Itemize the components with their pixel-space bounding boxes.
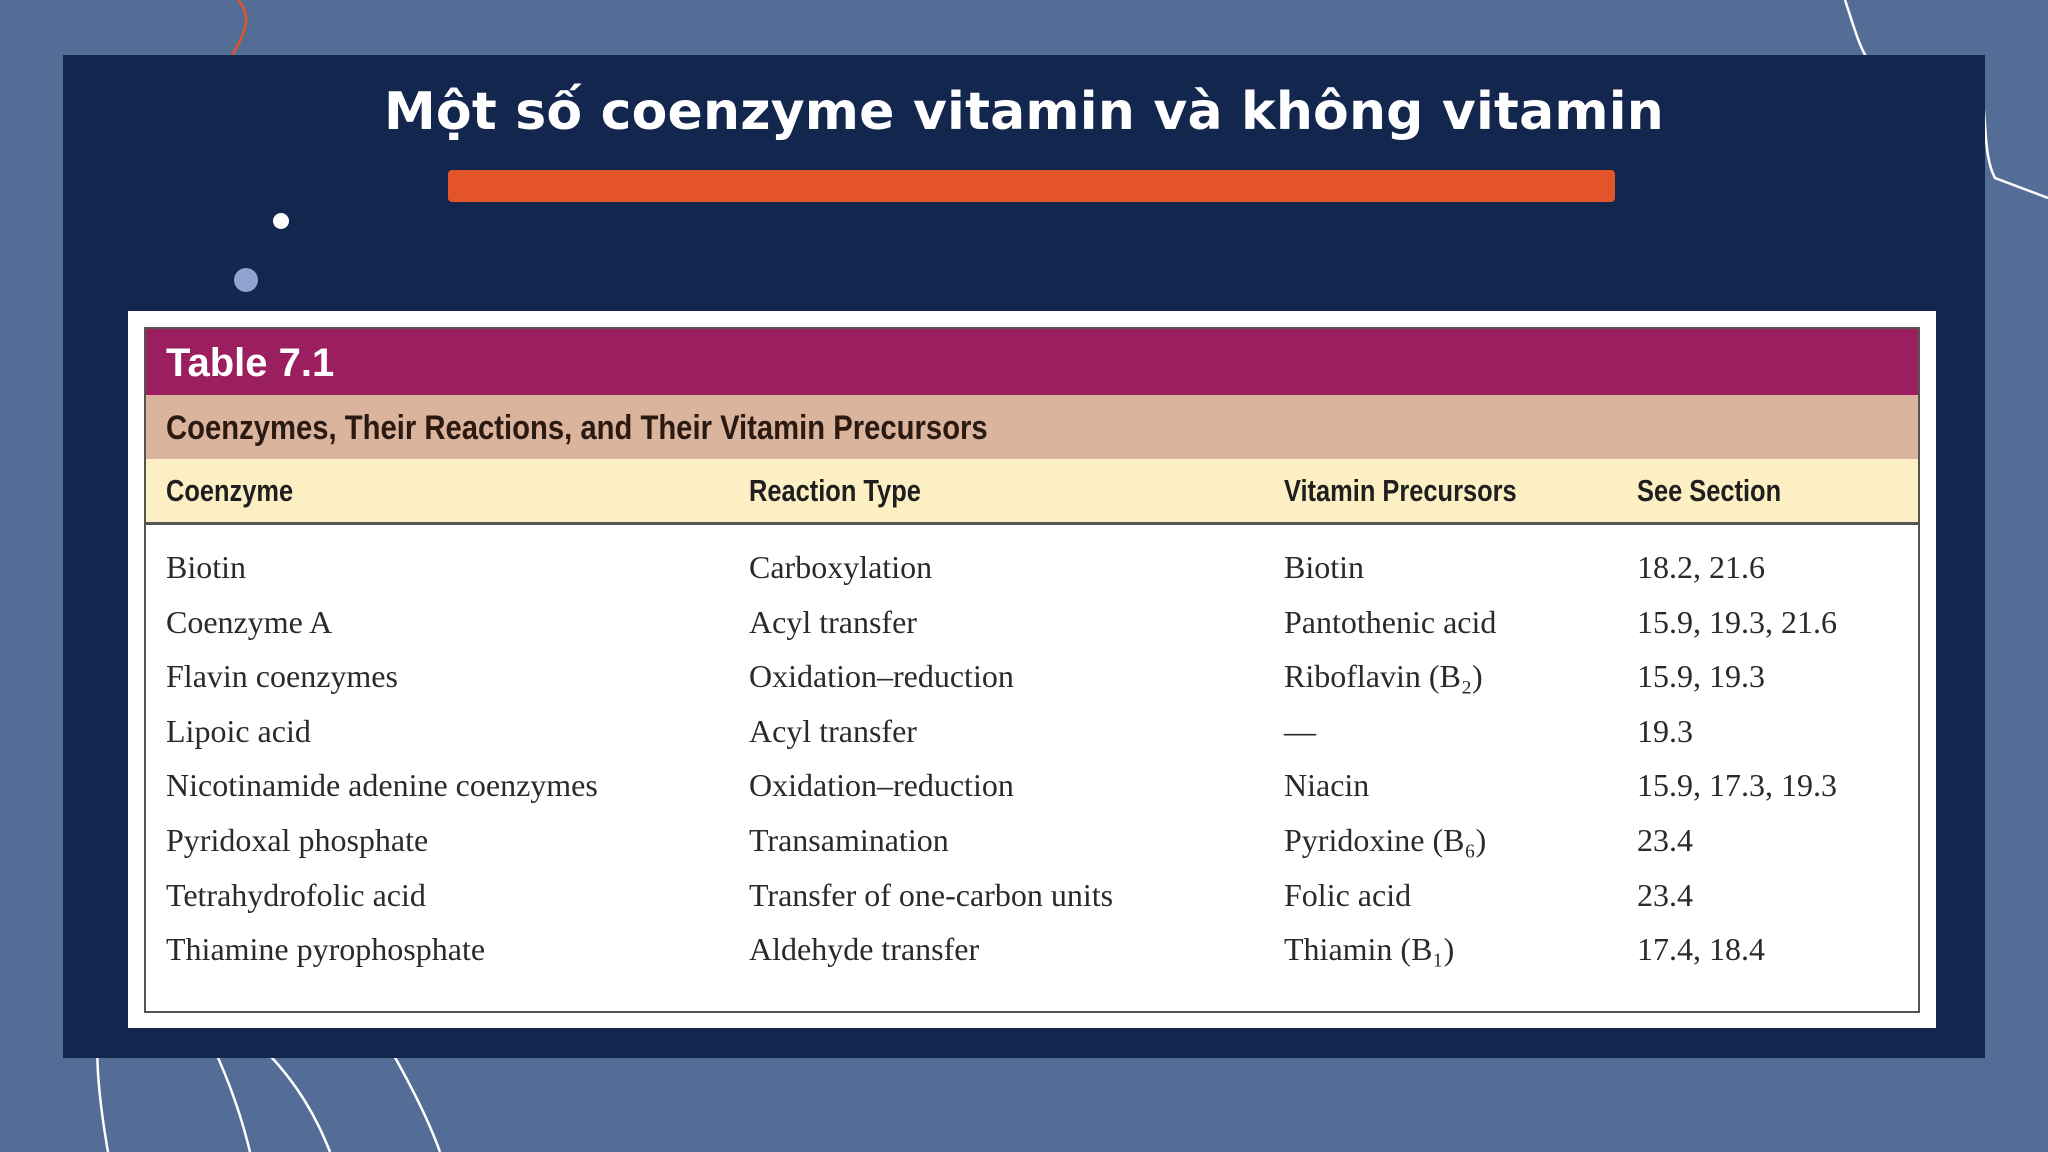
table-row bbox=[146, 543, 1918, 598]
slide-title: Một số coenzyme vitamin và không vitamin bbox=[383, 82, 1665, 142]
cell-see-section: 18.2, 21.6 bbox=[1637, 549, 1765, 585]
cell-coenzyme: Flavin coenzymes bbox=[166, 658, 398, 695]
table-image-card bbox=[128, 311, 1936, 1028]
table-caption-band bbox=[146, 395, 1918, 459]
table-row bbox=[146, 925, 1918, 980]
cell-reaction-type: Oxidation–reduction bbox=[749, 658, 1014, 695]
decorative-dot-white bbox=[273, 213, 289, 229]
cell-see-section: 23.4 bbox=[1637, 876, 1693, 913]
cell-reaction-type: Acyl transfer bbox=[749, 603, 917, 640]
table-number: Table 7.1 bbox=[166, 341, 335, 385]
cell-vitamin-precursor: Pyridoxine (B₆) bbox=[1284, 821, 1487, 858]
table-row bbox=[146, 761, 1918, 816]
decorative-dot-blue bbox=[234, 268, 258, 292]
cell-coenzyme: Thiamine pyrophosphate bbox=[166, 931, 486, 968]
cell-reaction-type: Transfer of one-carbon units bbox=[749, 876, 1114, 913]
table-frame bbox=[144, 327, 1920, 1013]
cell-vitamin-precursor: Pantothenic acid bbox=[1284, 603, 1497, 640]
header-coenzyme: Coenzyme bbox=[166, 473, 294, 508]
cell-coenzyme: Coenzyme A bbox=[166, 603, 333, 640]
cell-coenzyme: Lipoic acid bbox=[166, 712, 311, 749]
cell-coenzyme: Pyridoxal phosphate bbox=[166, 821, 429, 858]
cell-vitamin-precursor: Riboflavin (B₂) bbox=[1284, 658, 1483, 695]
cell-coenzyme: Tetrahydrofolic acid bbox=[166, 876, 426, 913]
table-row bbox=[146, 598, 1918, 653]
cell-vitamin-precursor: Thiamin (B₁) bbox=[1284, 931, 1455, 968]
cell-reaction-type: Aldehyde transfer bbox=[749, 931, 980, 968]
table-caption: Coenzymes, Their Reactions, and Their Vitamin Precursors bbox=[166, 409, 988, 447]
table-row bbox=[146, 652, 1918, 707]
header-see-section: See Section bbox=[1637, 473, 1782, 508]
title-underline-bar bbox=[448, 170, 1615, 202]
header-reaction-type: Reaction Type bbox=[749, 473, 921, 508]
cell-see-section: 15.9, 17.3, 19.3 bbox=[1637, 767, 1837, 804]
cell-see-section: 15.9, 19.3 bbox=[1637, 658, 1765, 695]
table-header-row bbox=[146, 459, 1918, 525]
header-vitamin-precursors: Vitamin Precursors bbox=[1284, 473, 1517, 508]
cell-reaction-type: Oxidation–reduction bbox=[749, 767, 1014, 804]
cell-vitamin-precursor: Niacin bbox=[1284, 767, 1370, 804]
cell-reaction-type: Carboxylation bbox=[749, 549, 933, 585]
cell-see-section: 17.4, 18.4 bbox=[1637, 931, 1765, 968]
cell-coenzyme: Biotin bbox=[166, 549, 247, 585]
cell-see-section: 15.9, 19.3, 21.6 bbox=[1637, 603, 1837, 640]
cell-vitamin-precursor: — bbox=[1284, 712, 1316, 749]
cell-reaction-type: Transamination bbox=[749, 821, 949, 858]
table-body bbox=[146, 543, 1918, 980]
cell-see-section: 23.4 bbox=[1637, 821, 1693, 858]
cell-coenzyme: Nicotinamide adenine coenzymes bbox=[166, 767, 598, 804]
table-number-band bbox=[146, 329, 1918, 395]
table-row bbox=[146, 871, 1918, 926]
table-row bbox=[146, 707, 1918, 762]
cell-vitamin-precursor: Folic acid bbox=[1284, 876, 1412, 913]
cell-reaction-type: Acyl transfer bbox=[749, 712, 917, 749]
cell-see-section: 19.3 bbox=[1637, 712, 1693, 749]
cell-vitamin-precursor: Biotin bbox=[1284, 549, 1365, 585]
table-row bbox=[146, 816, 1918, 871]
